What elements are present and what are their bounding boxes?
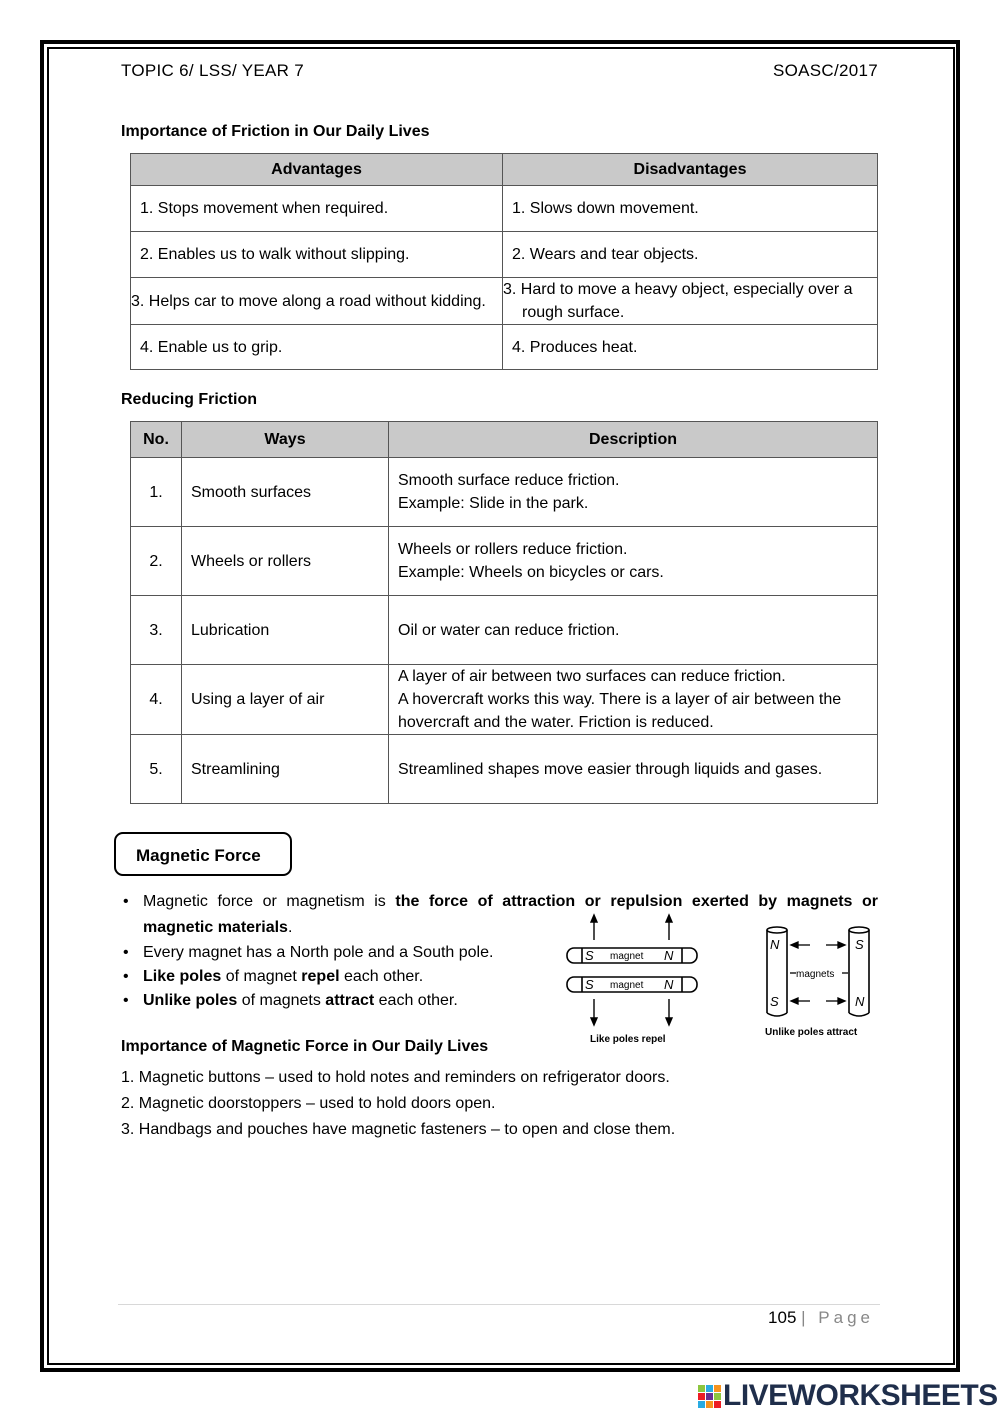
disadvantage-cell: 1. Slows down movement.	[503, 186, 878, 232]
list-item: 1. Magnetic buttons – used to hold notes and reminders on refrigerator doors.	[121, 1069, 670, 1086]
friction-importance-title: Importance of Friction in Our Daily Lives	[121, 123, 430, 140]
way-cell: Using a layer of air	[182, 665, 389, 735]
table-row	[131, 596, 878, 665]
row-number: 2.	[131, 527, 182, 596]
magnetic-importance-title: Importance of Magnetic Force in Our Daily Lives	[121, 1038, 489, 1055]
south-pole-label: S	[585, 948, 594, 963]
list-item: 2. Magnetic doorstoppers – used to hold doors open.	[121, 1095, 496, 1112]
ways-header: Ways	[182, 422, 389, 458]
bullet-text: each other.	[339, 968, 424, 985]
way-cell: Lubrication	[182, 596, 389, 665]
disadvantage-cell: 4. Produces heat.	[503, 325, 878, 370]
description-cell	[389, 458, 878, 527]
north-pole-label: N	[664, 948, 674, 963]
magnetic-uses-list	[121, 1065, 675, 1143]
liveworksheets-logo-icon	[698, 1383, 722, 1413]
description-cell	[389, 527, 878, 596]
description-header: Description	[389, 422, 878, 458]
advantage-cell: 2. Enables us to walk without slipping.	[131, 232, 503, 278]
table-row	[131, 278, 878, 325]
list-item: 3. Handbags and pouches have magnetic fasteners – to open and close them.	[121, 1121, 676, 1138]
page-number	[768, 1308, 874, 1328]
row-number: 1.	[131, 458, 182, 527]
south-pole-label: S	[770, 994, 779, 1009]
way-cell: Streamlining	[182, 735, 389, 804]
table-row	[131, 527, 878, 596]
bullet-text: of magnet	[221, 968, 302, 985]
bullet-bold: Unlike poles	[143, 992, 238, 1009]
bullet-item	[121, 965, 543, 989]
reducing-friction-table	[130, 421, 878, 804]
bullet-bold: repel	[301, 968, 340, 985]
description-line: Oil or water can reduce friction.	[398, 621, 620, 639]
unlike-poles-diagram	[760, 925, 890, 1040]
table-row	[131, 186, 878, 232]
description-line: A layer of air between two surfaces can reduce friction.	[398, 668, 786, 685]
footer-divider	[118, 1304, 880, 1305]
south-pole-label: S	[585, 977, 594, 992]
table-row	[131, 458, 878, 527]
disadvantage-cell: 3. Hard to move a heavy object, especially over a rough surface.	[503, 278, 878, 325]
description-line: Example: Wheels on bicycles or cars.	[398, 564, 664, 581]
bullet-bold: Like poles	[143, 968, 222, 985]
bullet-text: .	[287, 919, 293, 936]
bullet-text: of magnets	[237, 992, 326, 1009]
no-header: No.	[131, 422, 182, 458]
magnets-label: magnets	[796, 969, 835, 980]
magnetic-force-heading: Magnetic Force	[114, 832, 292, 876]
bullet-item	[121, 989, 543, 1013]
disadvantage-cell: 2. Wears and tear objects.	[503, 232, 878, 278]
north-pole-label: N	[664, 977, 674, 992]
north-pole-label: N	[855, 994, 865, 1009]
north-pole-label: N	[770, 937, 780, 952]
table-row	[131, 735, 878, 804]
table-header-row	[131, 154, 878, 186]
advantage-cell: 1. Stops movement when required.	[131, 186, 503, 232]
page-word: | Page	[801, 1308, 874, 1327]
like-poles-caption: Like poles repel	[590, 1034, 666, 1045]
magnet-label: magnet	[610, 980, 644, 991]
row-number: 4.	[131, 665, 182, 735]
repel-arrows	[591, 915, 672, 1025]
table-row	[131, 665, 878, 735]
description-line: A hovercraft works this way. There is a layer of air between the hovercraft and the water. Friction is reduced.	[398, 691, 842, 731]
table-header-row	[131, 422, 878, 458]
description-cell	[389, 665, 878, 735]
description-cell	[389, 596, 878, 665]
like-poles-diagram	[560, 912, 720, 1052]
header-code: SOASC/2017	[772, 61, 878, 80]
advantage-cell: 3. Helps car to move along a road without kidding.	[131, 278, 503, 325]
magnet-label: magnet	[610, 951, 644, 962]
bullet-text: each other.	[374, 992, 458, 1009]
friction-table	[130, 153, 878, 370]
disadvantages-header: Disadvantages	[503, 154, 878, 186]
liveworksheets-brand: LIVEWORKSHEETS	[723, 1379, 998, 1412]
bullet-item: • Every magnet has a North pole and a South pole.	[121, 941, 543, 965]
description-line: Example: Slide in the park.	[398, 495, 589, 512]
reducing-friction-title: Reducing Friction	[121, 391, 257, 408]
description-line: Wheels or rollers reduce friction.	[398, 541, 628, 558]
description-line: Smooth surface reduce friction.	[398, 472, 620, 489]
description-line: Streamlined shapes move easier through liquids and gases.	[398, 760, 823, 778]
bullet-text: Magnetic force or magnetism is	[143, 893, 396, 910]
way-cell: Smooth surfaces	[182, 458, 389, 527]
description-cell	[389, 735, 878, 804]
page-number-value: 105	[768, 1308, 797, 1327]
bullet-bold: attract	[325, 992, 375, 1009]
table-row	[131, 325, 878, 370]
header-topic: TOPIC 6/ LSS/ YEAR 7	[121, 61, 305, 80]
table-row	[131, 232, 878, 278]
unlike-poles-caption: Unlike poles attract	[765, 1027, 858, 1038]
row-number: 3.	[131, 596, 182, 665]
south-pole-label: S	[855, 937, 864, 952]
row-number: 5.	[131, 735, 182, 804]
advantages-header: Advantages	[131, 154, 503, 186]
advantage-cell: 4. Enable us to grip.	[131, 325, 503, 370]
way-cell: Wheels or rollers	[182, 527, 389, 596]
bullet-bold: the force of attraction or repulsion exerted by magnets or magnetic materials	[143, 893, 879, 936]
